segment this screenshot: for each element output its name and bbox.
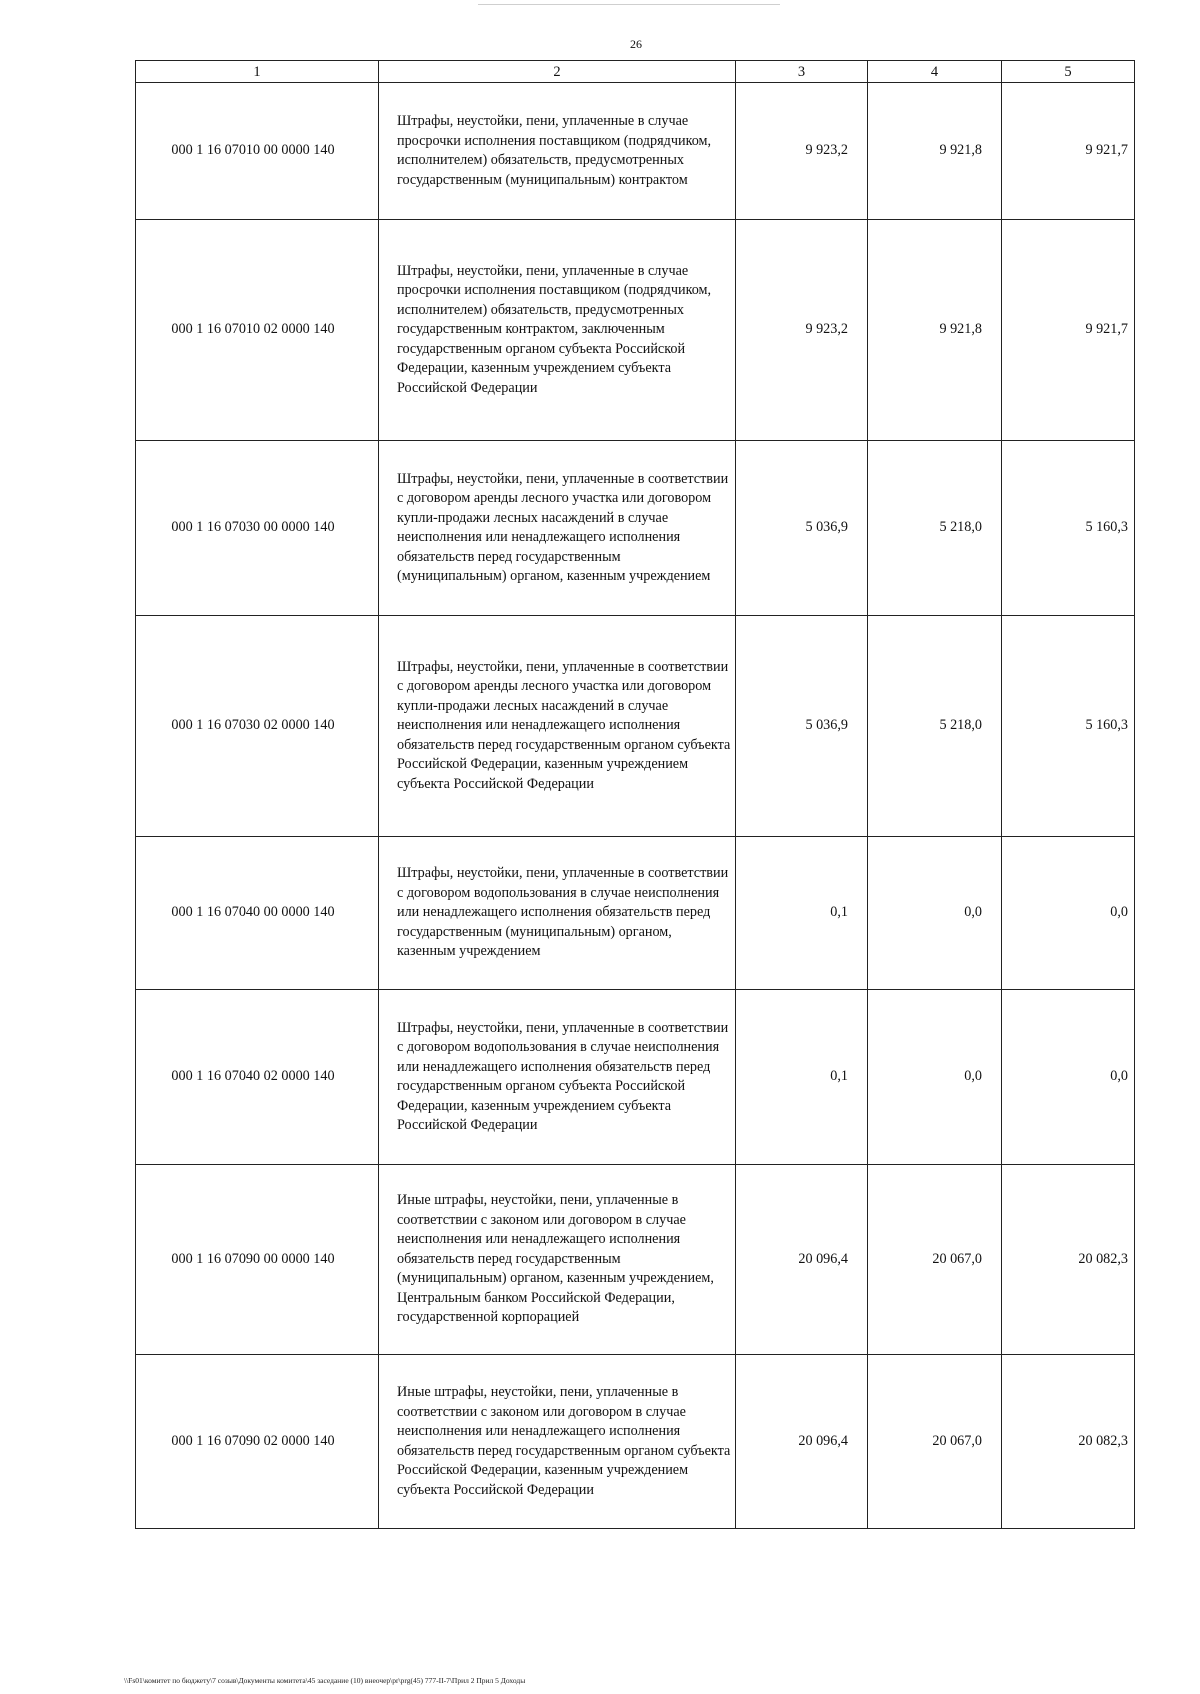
scan-edge-line [478,4,780,5]
table-row [136,441,1135,616]
value-col3-cell: 9 923,2 [736,83,868,220]
budget-code-cell: 000 1 16 07040 00 0000 140 [136,837,379,990]
description-cell: Штрафы, неустойки, пени, уплаченные в соответствии с договором аренды лесного участка или договором купли-продажи лесных насаждений в случае неисполнения или ненадлежащего исполнения обязательств перед государственным (муниципальным) органом, казенным учреждением [379,441,736,616]
column-header: 2 [379,61,736,83]
value-col3-cell: 20 096,4 [736,1355,868,1529]
value-col5-cell: 20 082,3 [1002,1165,1135,1355]
value-col5-cell: 9 921,7 [1002,83,1135,220]
value-col3-cell: 5 036,9 [736,441,868,616]
value-col3-cell: 9 923,2 [736,220,868,441]
description-cell: Иные штрафы, неустойки, пени, уплаченные в соответствии с законом или договором в случае неисполнения или ненадлежащего исполнения обязательств перед государственным (муниципальным) органом, казенным учреждением, Центральным банком Российской Федерации, государственной корпорацией [379,1165,736,1355]
description-cell: Штрафы, неустойки, пени, уплаченные в случае просрочки исполнения поставщиком (подрядчиком, исполнителем) обязательств, предусмотренных государственным контрактом, заключенным государственным органом субъекта Российской Федерации, казенным учреждением субъекта Российской Федерации [379,220,736,441]
value-col5-cell: 5 160,3 [1002,616,1135,837]
value-col4-cell: 5 218,0 [868,441,1002,616]
budget-code-cell: 000 1 16 07030 02 0000 140 [136,616,379,837]
page-number: 26 [630,37,642,51]
value-col4-cell: 5 218,0 [868,616,1002,837]
value-col5-cell: 20 082,3 [1002,1355,1135,1529]
value-col3-cell: 20 096,4 [736,1165,868,1355]
value-col4-cell: 0,0 [868,990,1002,1165]
description-cell: Штрафы, неустойки, пени, уплаченные в соответствии с договором водопользования в случае неисполнения или ненадлежащего исполнения обязательств перед государственным органом субъекта Российской Федерации, казенным учреждением субъекта Российской Федерации [379,990,736,1165]
revenue-table [135,60,1135,1529]
column-header: 1 [136,61,379,83]
value-col4-cell: 0,0 [868,837,1002,990]
value-col4-cell: 9 921,8 [868,220,1002,441]
budget-code-cell: 000 1 16 07090 02 0000 140 [136,1355,379,1529]
value-col4-cell: 20 067,0 [868,1165,1002,1355]
table-row [136,990,1135,1165]
table-row [136,616,1135,837]
budget-code-cell: 000 1 16 07040 02 0000 140 [136,990,379,1165]
value-col5-cell: 0,0 [1002,837,1135,990]
table-row [136,83,1135,220]
table-row [136,837,1135,990]
value-col3-cell: 5 036,9 [736,616,868,837]
file-path-footer: \\Fs01\комитет по бюджету\7 созыв\Документы комитета\45 заседание (10) внеочер\pr\prg(45) 777-II-7\Прил 2 Прил 5 Доходы [124,1676,526,1685]
value-col5-cell: 5 160,3 [1002,441,1135,616]
description-cell: Штрафы, неустойки, пени, уплаченные в соответствии с договором аренды лесного участка или договором купли-продажи лесных насаждений в случае неисполнения или ненадлежащего исполнения обязательств перед государственным органом субъекта Российской Федерации, казенным учреждением субъекта Российской Федерации [379,616,736,837]
table-row [136,220,1135,441]
budget-code-cell: 000 1 16 07010 00 0000 140 [136,83,379,220]
value-col5-cell: 0,0 [1002,990,1135,1165]
value-col4-cell: 9 921,8 [868,83,1002,220]
value-col4-cell: 20 067,0 [868,1355,1002,1529]
budget-code-cell: 000 1 16 07010 02 0000 140 [136,220,379,441]
budget-code-cell: 000 1 16 07030 00 0000 140 [136,441,379,616]
column-header: 4 [868,61,1002,83]
table-row [136,1165,1135,1355]
value-col3-cell: 0,1 [736,837,868,990]
description-cell: Штрафы, неустойки, пени, уплаченные в соответствии с договором водопользования в случае неисполнения или ненадлежащего исполнения обязательств перед государственным (муниципальным) органом, казенным учреждением [379,837,736,990]
value-col5-cell: 9 921,7 [1002,220,1135,441]
table-row [136,1355,1135,1529]
description-cell: Штрафы, неустойки, пени, уплаченные в случае просрочки исполнения поставщиком (подрядчиком, исполнителем) обязательств, предусмотренных государственным (муниципальным) контрактом [379,83,736,220]
budget-code-cell: 000 1 16 07090 00 0000 140 [136,1165,379,1355]
column-header: 3 [736,61,868,83]
table-header-row [136,61,1135,83]
description-cell: Иные штрафы, неустойки, пени, уплаченные в соответствии с законом или договором в случае неисполнения или ненадлежащего исполнения обязательств перед государственным органом субъекта Российской Федерации, казенным учреждением субъекта Российской Федерации [379,1355,736,1529]
column-header: 5 [1002,61,1135,83]
value-col3-cell: 0,1 [736,990,868,1165]
